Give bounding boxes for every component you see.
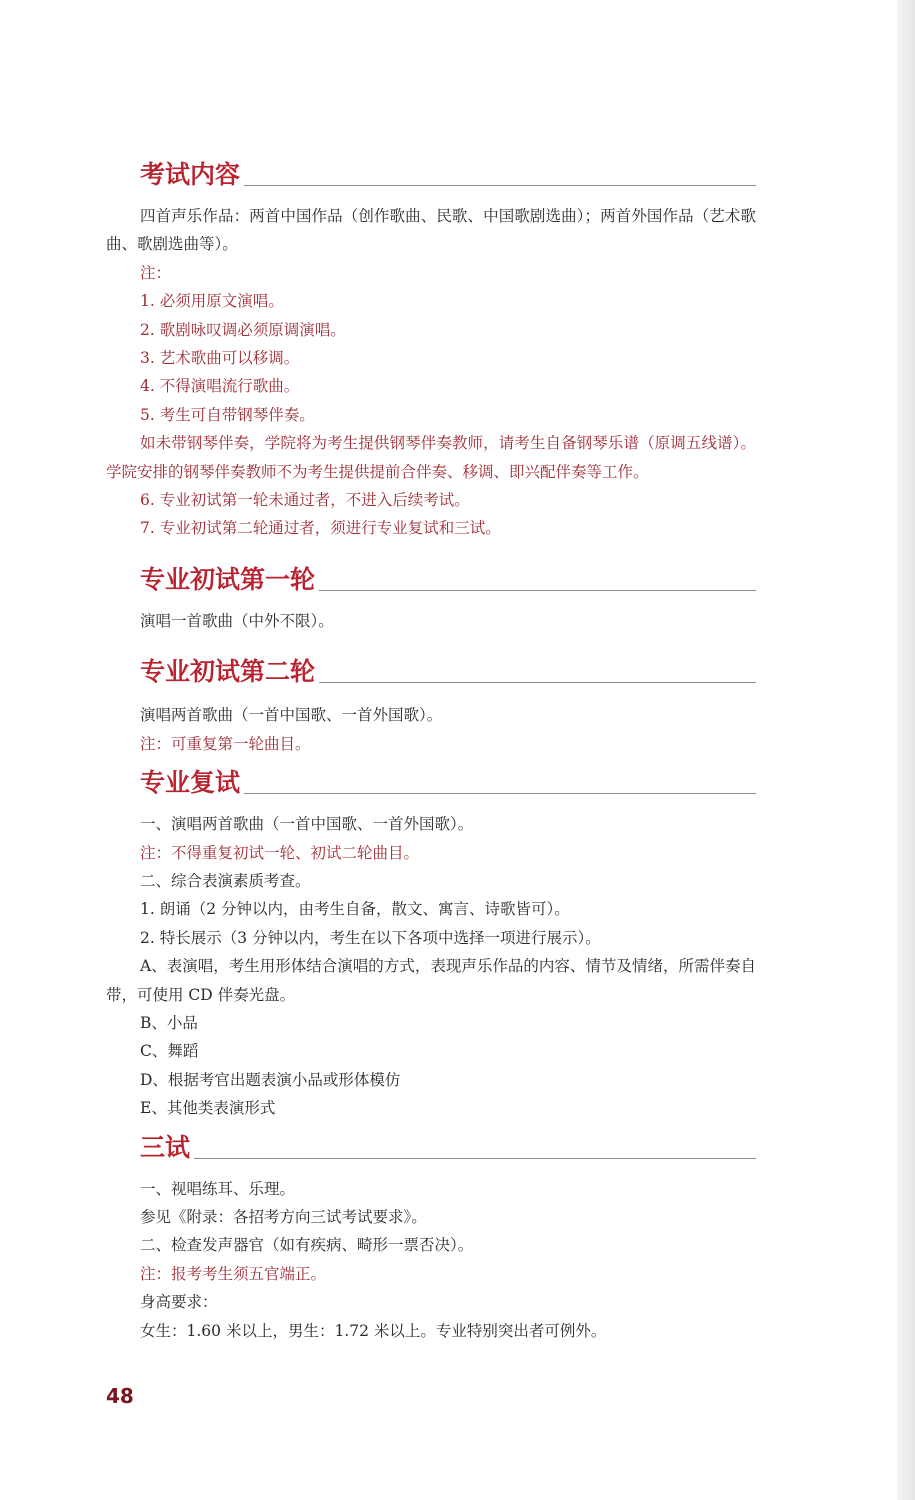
section-header-round2 [140,647,756,687]
note-item: 1. 必须用原文演唱。 [140,292,284,311]
height-text: 女生：1.60 米以上，男生：1.72 米以上。专业特别突出者可例外。 [140,1321,607,1340]
retest-subitem: 2. 特长展示（3 分钟以内，考生在以下各项中选择一项进行展示）。 [140,928,601,947]
round2-note: 注：可重复第一轮曲目。 [140,734,311,753]
retest-option: A、表演唱，考生用形体结合演唱的方式，表现声乐作品的内容、情节及情绪，所需伴奏自带，可使用 CD 伴奏光盘。 [106,957,756,1004]
section-title: 三试 [140,1132,191,1162]
section-rule [244,793,756,794]
section-title: 专业初试第一轮 [140,564,316,594]
piano-note: 如未带钢琴伴奏，学院将为考生提供钢琴伴奏教师，请考生自备钢琴乐谱（原调五线谱）。学院安排的钢琴伴奏教师不为考生提供提前合伴奏、移调、即兴配伴奏等工作。 [106,434,756,481]
note-item: 7. 专业初试第二轮通过者，须进行专业复试和三试。 [140,519,501,538]
section-rule [319,682,756,683]
section-rule [319,590,756,591]
section-header-third [140,1123,756,1163]
retest-option: E、其他类表演形式 [140,1099,276,1118]
note-item: 5. 考生可自带钢琴伴奏。 [140,405,315,424]
retest-note: 注：不得重复初试一轮、初试二轮曲目。 [140,843,420,862]
note-item: 6. 专业初试第一轮未通过者，不进入后续考试。 [140,491,470,510]
note-item: 3. 艺术歌曲可以移调。 [140,349,300,368]
retest-item: 二、综合表演素质考查。 [140,871,311,890]
page-number: 48 [106,1384,134,1408]
retest-option: D、根据考官出题表演小品或形体模仿 [140,1070,401,1089]
section-header-content [140,150,756,190]
section-title: 专业复试 [140,768,241,798]
page-edge-shadow [897,0,915,1500]
third-item: 二、检查发声器官（如有疾病、畸形一票否决）。 [140,1236,474,1255]
section-title: 专业初试第二轮 [140,657,316,687]
third-ref: 参见《附录：各招考方向三试考试要求》。 [140,1207,427,1226]
retest-item: 一、演唱两首歌曲（一首中国歌、一首外国歌）。 [140,815,474,834]
round1-text: 演唱一首歌曲（中外不限）。 [140,611,334,630]
note-item: 2. 歌剧咏叹调必须原调演唱。 [140,320,346,339]
section-rule [194,1158,756,1159]
document-page [106,150,756,1345]
round2-text: 演唱两首歌曲（一首中国歌、一首外国歌）。 [140,706,443,725]
note-label: 注： [140,263,172,282]
retest-option: C、舞蹈 [140,1042,199,1061]
retest-option: B、小品 [140,1013,198,1032]
third-note: 注：报考考生须五官端正。 [140,1264,327,1283]
third-item: 一、视唱练耳、乐理。 [140,1179,296,1198]
content-intro: 四首声乐作品：两首中国作品（创作歌曲、民歌、中国歌剧选曲）；两首外国作品（艺术歌曲、歌剧选曲等）。 [106,207,756,254]
section-rule [244,185,756,186]
section-title: 考试内容 [140,160,241,189]
section-header-retest [140,758,756,798]
retest-subitem: 1. 朗诵（2 分钟以内，由考生自备，散文、寓言、诗歌皆可）。 [140,900,570,919]
note-item: 4. 不得演唱流行歌曲。 [140,377,300,396]
height-label: 身高要求： [140,1293,218,1312]
section-header-round1 [140,555,756,595]
